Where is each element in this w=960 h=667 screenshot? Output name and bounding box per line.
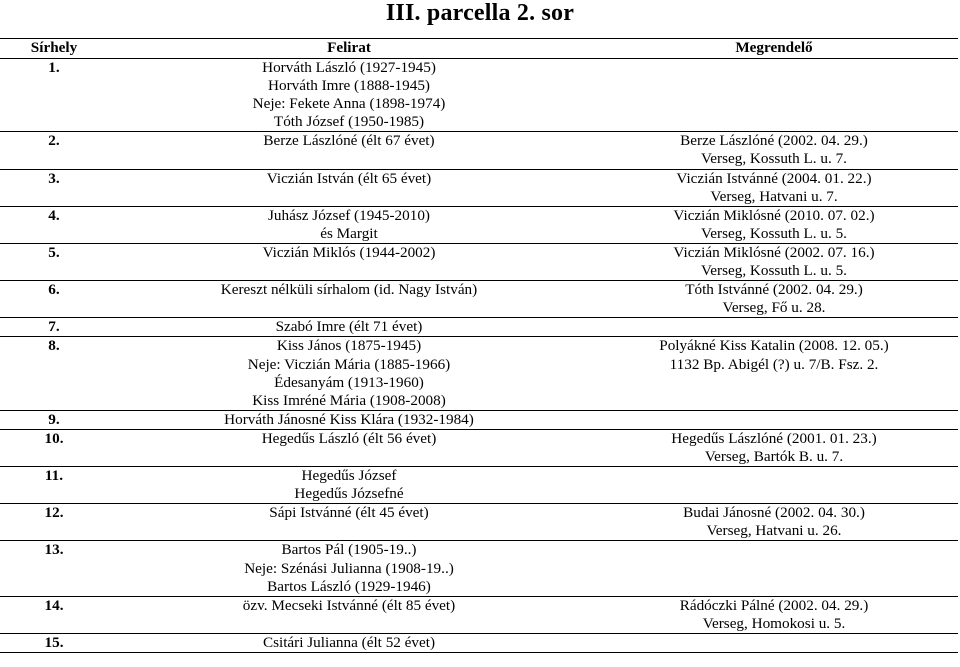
- orderer-cell: [590, 318, 958, 337]
- grave-register-table: [0, 38, 958, 653]
- orderer-line: Verseg, Fő u. 28.: [722, 299, 826, 317]
- orderer-line: Verseg, Hatvani u. 26.: [706, 522, 842, 540]
- orderer-line: Hegedűs Lászlóné (2001. 01. 23.): [671, 429, 877, 447]
- table-row: [0, 132, 958, 169]
- inscription-line: Csitári Julianna (élt 52 évet): [262, 633, 436, 651]
- inscription-cell: [108, 541, 590, 596]
- grave-number: 10.: [44, 429, 64, 447]
- orderer-line: Verseg, Kossuth L. u. 7.: [701, 150, 847, 168]
- inscription-line: Hegedűs László (élt 56 évet): [261, 429, 437, 447]
- orderer-line: 1132 Bp. Abigél (?) u. 7/B. Fsz. 2.: [669, 355, 879, 373]
- orderer-cell: [590, 243, 958, 280]
- inscription-cell: [108, 467, 590, 504]
- inscription-line: Viczián Miklós (1944-2002): [262, 243, 436, 261]
- grave-number: 13.: [44, 541, 64, 559]
- table-row: [0, 504, 958, 541]
- grave-number: 2.: [48, 132, 60, 150]
- orderer-cell: [590, 281, 958, 318]
- inscription-line: Horváth Jánosné Kiss Klára (1932-1984): [224, 410, 474, 428]
- table-row: [0, 337, 958, 410]
- column-header-megrendelo: Megrendelő: [590, 39, 958, 59]
- grave-number: 4.: [48, 206, 60, 224]
- inscription-cell: [108, 169, 590, 206]
- inscription-cell: [108, 206, 590, 243]
- inscription-line: Viczián István (élt 65 évet): [266, 169, 432, 187]
- inscription-line: Hegedűs József: [301, 467, 397, 485]
- table-row: [0, 169, 958, 206]
- inscription-cell: [108, 504, 590, 541]
- orderer-cell: [590, 633, 958, 652]
- inscription-cell: [108, 243, 590, 280]
- orderer-line: Viczián Istvánné (2004. 01. 22.): [676, 169, 872, 187]
- inscription-cell: [108, 318, 590, 337]
- orderer-cell: [590, 596, 958, 633]
- inscription-line: Bartos László (1929-1946): [267, 577, 431, 595]
- orderer-line: Verseg, Kossuth L. u. 5.: [701, 224, 847, 242]
- page-title: III. parcella 2. sor: [385, 0, 575, 26]
- orderer-cell: [590, 541, 958, 596]
- inscription-line: Kiss János (1875-1945): [276, 337, 422, 355]
- grave-number: 6.: [48, 281, 60, 299]
- grave-number: 12.: [44, 504, 64, 522]
- grave-number: 1.: [48, 59, 60, 76]
- orderer-line: Verseg, Homokosi u. 5.: [702, 614, 846, 632]
- table-row: [0, 318, 958, 337]
- table-row: [0, 206, 958, 243]
- orderer-cell: [590, 169, 958, 206]
- inscription-line: Bartos Pál (1905-19..): [281, 541, 417, 559]
- table-row: [0, 410, 958, 429]
- inscription-line: és Margit: [320, 224, 378, 242]
- table-header-row: [0, 39, 958, 59]
- inscription-line: Juhász József (1945-2010): [268, 206, 430, 224]
- orderer-line: Polyákné Kiss Katalin (2008. 12. 05.): [659, 337, 889, 355]
- inscription-line: Kereszt nélküli sírhalom (id. Nagy István): [220, 281, 478, 299]
- inscription-cell: [108, 337, 590, 410]
- inscription-line: Neje: Fekete Anna (1898-1974): [252, 95, 446, 113]
- orderer-line: Verseg, Kossuth L. u. 5.: [701, 262, 847, 280]
- inscription-line: Sápi Istvánné (élt 45 évet): [269, 504, 429, 522]
- table-row: [0, 633, 958, 652]
- grave-number: 7.: [48, 318, 60, 336]
- orderer-cell: [590, 429, 958, 466]
- grave-number: 11.: [44, 467, 64, 485]
- inscription-line: Neje: Viczián Mária (1885-1966): [247, 355, 451, 373]
- orderer-line: Budai Jánosné (2002. 04. 30.): [683, 504, 865, 522]
- inscription-cell: [108, 410, 590, 429]
- table-row: [0, 429, 958, 466]
- inscription-cell: [108, 429, 590, 466]
- inscription-cell: [108, 633, 590, 652]
- inscription-line: Hegedűs Józsefné: [294, 485, 404, 503]
- orderer-line: Verseg, Hatvani u. 7.: [710, 187, 838, 205]
- column-header-sirhely: Sírhely: [0, 39, 108, 59]
- orderer-line: Tóth Istvánné (2002. 04. 29.): [685, 281, 863, 299]
- orderer-cell: [590, 59, 958, 132]
- table-row: [0, 59, 958, 132]
- grave-number: 14.: [44, 596, 64, 614]
- table-row: [0, 243, 958, 280]
- inscription-line: özv. Mecseki Istvánné (élt 85 évet): [242, 596, 456, 614]
- orderer-cell: [590, 467, 958, 504]
- table-row: [0, 541, 958, 596]
- inscription-cell: [108, 281, 590, 318]
- orderer-line: Viczián Miklósné (2002. 07. 16.): [673, 243, 875, 261]
- column-header-felirat: Felirat: [108, 39, 590, 59]
- inscription-line: Berze Lászlóné (élt 67 évet): [263, 132, 435, 150]
- inscription-line: Kiss Imréné Mária (1908-2008): [252, 391, 446, 409]
- grave-number: 5.: [48, 243, 60, 261]
- orderer-line: Verseg, Bartók B. u. 7.: [704, 447, 844, 465]
- grave-number: 8.: [48, 337, 60, 355]
- orderer-line: Rádóczki Pálné (2002. 04. 29.): [679, 596, 869, 614]
- inscription-cell: [108, 596, 590, 633]
- table-row: [0, 281, 958, 318]
- inscription-line: Tóth József (1950-1985): [273, 113, 425, 131]
- orderer-cell: [590, 206, 958, 243]
- inscription-line: Neje: Szénási Julianna (1908-19..): [244, 559, 454, 577]
- orderer-cell: [590, 132, 958, 169]
- inscription-cell: [108, 59, 590, 132]
- inscription-line: Horváth Imre (1888-1945): [268, 77, 430, 95]
- orderer-cell: [590, 504, 958, 541]
- table-row: [0, 467, 958, 504]
- orderer-cell: [590, 337, 958, 410]
- table-body: [0, 59, 958, 653]
- grave-number: 9.: [48, 410, 60, 428]
- table-row: [0, 596, 958, 633]
- orderer-line: Berze Lászlóné (2002. 04. 29.): [680, 132, 868, 150]
- inscription-line: Édesanyám (1913-1960): [274, 373, 424, 391]
- inscription-cell: [108, 132, 590, 169]
- grave-number: 3.: [48, 169, 60, 187]
- grave-number: 15.: [44, 633, 64, 651]
- orderer-line: Viczián Miklósné (2010. 07. 02.): [673, 206, 875, 224]
- inscription-line: Szabó Imre (élt 71 évet): [275, 318, 423, 336]
- inscription-line: Horváth László (1927-1945): [262, 59, 436, 76]
- orderer-cell: [590, 410, 958, 429]
